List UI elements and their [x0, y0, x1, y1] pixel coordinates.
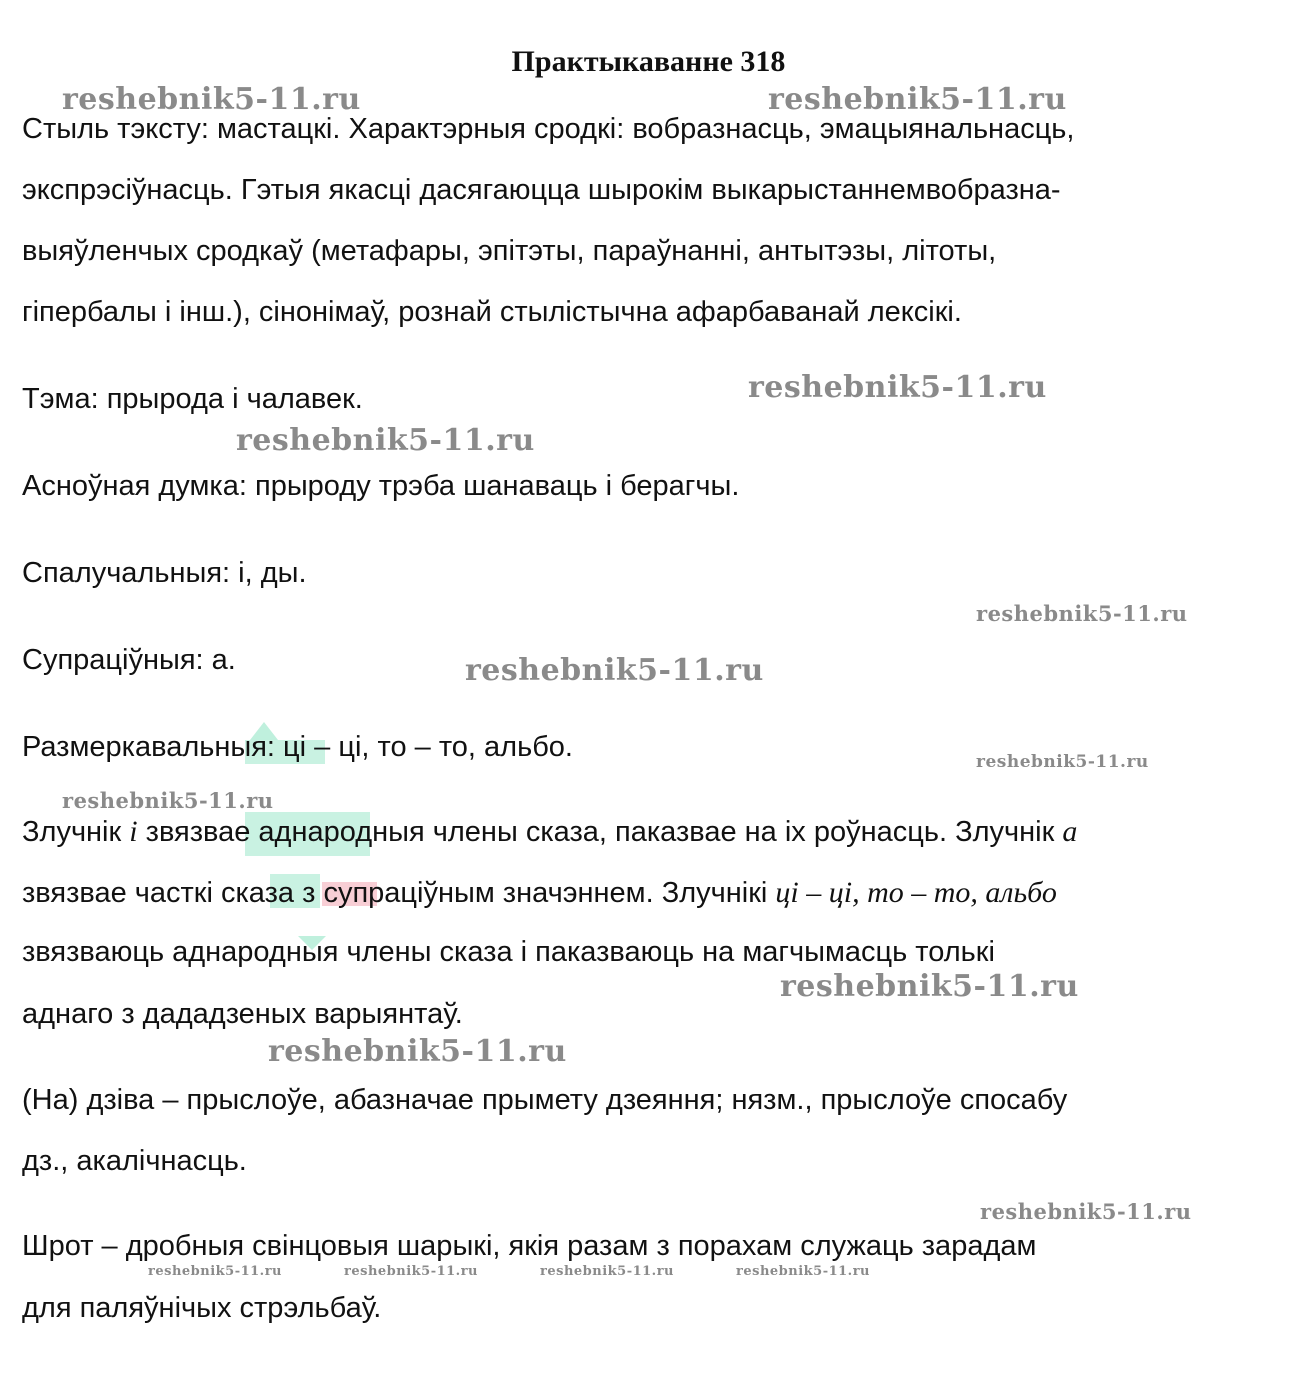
- style-line-2: экспрэсіўнасць. Гэтыя якасці дасягаюцца шырокім выкарыстаннемвобразна-: [22, 174, 1061, 206]
- watermark: reshebnik5-11.ru: [976, 601, 1188, 626]
- style-line-1: Стыль тэксту: мастацкі. Характэрныя сродкі: вобразнасць, эмацыянальнасць,: [22, 113, 1075, 145]
- adversative-line: Супраціўныя: а.: [22, 644, 236, 676]
- watermark: reshebnik5-11.ru: [976, 752, 1149, 772]
- watermark: reshebnik5-11.ru: [768, 82, 1067, 117]
- italic-conjunction: і: [129, 815, 138, 848]
- adverb-line-1: (На) дзіва – прыслоўе, абазначае прымету дзеяння; нязм., прыслоўе спосабу: [22, 1084, 1068, 1116]
- italic-conjunction: а: [1062, 815, 1078, 848]
- watermark: reshebnik5-11.ru: [62, 82, 361, 117]
- watermark: reshebnik5-11.ru: [148, 1264, 283, 1279]
- watermark: reshebnik5-11.ru: [780, 969, 1079, 1004]
- explanation-line-4: аднаго з дададзеных варыянтаў.: [22, 998, 463, 1030]
- watermark: reshebnik5-11.ru: [540, 1264, 675, 1279]
- adverb-line-2: дз., акалічнасць.: [22, 1145, 247, 1177]
- watermark: reshebnik5-11.ru: [736, 1264, 871, 1279]
- explanation-line-2: [22, 875, 1057, 911]
- watermark: reshebnik5-11.ru: [465, 653, 764, 688]
- copulative-line: Спалучальныя: і, ды.: [22, 557, 307, 589]
- watermark: reshebnik5-11.ru: [62, 788, 274, 813]
- watermark: reshebnik5-11.ru: [344, 1264, 479, 1279]
- text-segment: Злучнік: [22, 816, 130, 848]
- watermark: reshebnik5-11.ru: [236, 423, 535, 458]
- shot-line-2: для паляўнічых стрэльбаў.: [22, 1292, 382, 1324]
- watermark: reshebnik5-11.ru: [748, 370, 1047, 405]
- style-line-3: выяўленчых сродкаў (метафары, эпітэты, параўнанні, антытэзы, літоты,: [22, 235, 997, 267]
- explanation-line-1: [22, 814, 1077, 850]
- shot-line-1: Шрот – дробныя свінцовыя шарыкі, якія разам з порахам служаць зарадам: [22, 1230, 1037, 1262]
- watermark: reshebnik5-11.ru: [980, 1199, 1192, 1224]
- main-idea-line: Асноўная думка: прыроду трэба шанаваць і берагчы.: [22, 470, 740, 502]
- text-segment: звязвае аднародныя члены сказа, паказвае на іх роўнасць. Злучнік: [137, 816, 1063, 848]
- theme-line: Тэма: прырода і чалавек.: [22, 383, 363, 415]
- style-line-4: гіпербалы і інш.), сінонімаў, рознай стылістычна афарбаванай лексікі.: [22, 296, 962, 328]
- italic-conjunction: ці – ці, то – то, альбо: [775, 876, 1057, 909]
- explanation-line-3: звязваюць аднародныя члены сказа і паказваюць на магчымасць толькі: [22, 936, 995, 968]
- watermark: reshebnik5-11.ru: [268, 1034, 567, 1069]
- page-title: Практыкаванне 318: [511, 45, 786, 79]
- text-segment: звязвае часткі сказа з супраціўным значэннем. Злучнікі: [22, 877, 776, 909]
- disjunctive-line: Размеркавальныя: ці – ці, то – то, альбо.: [22, 731, 573, 763]
